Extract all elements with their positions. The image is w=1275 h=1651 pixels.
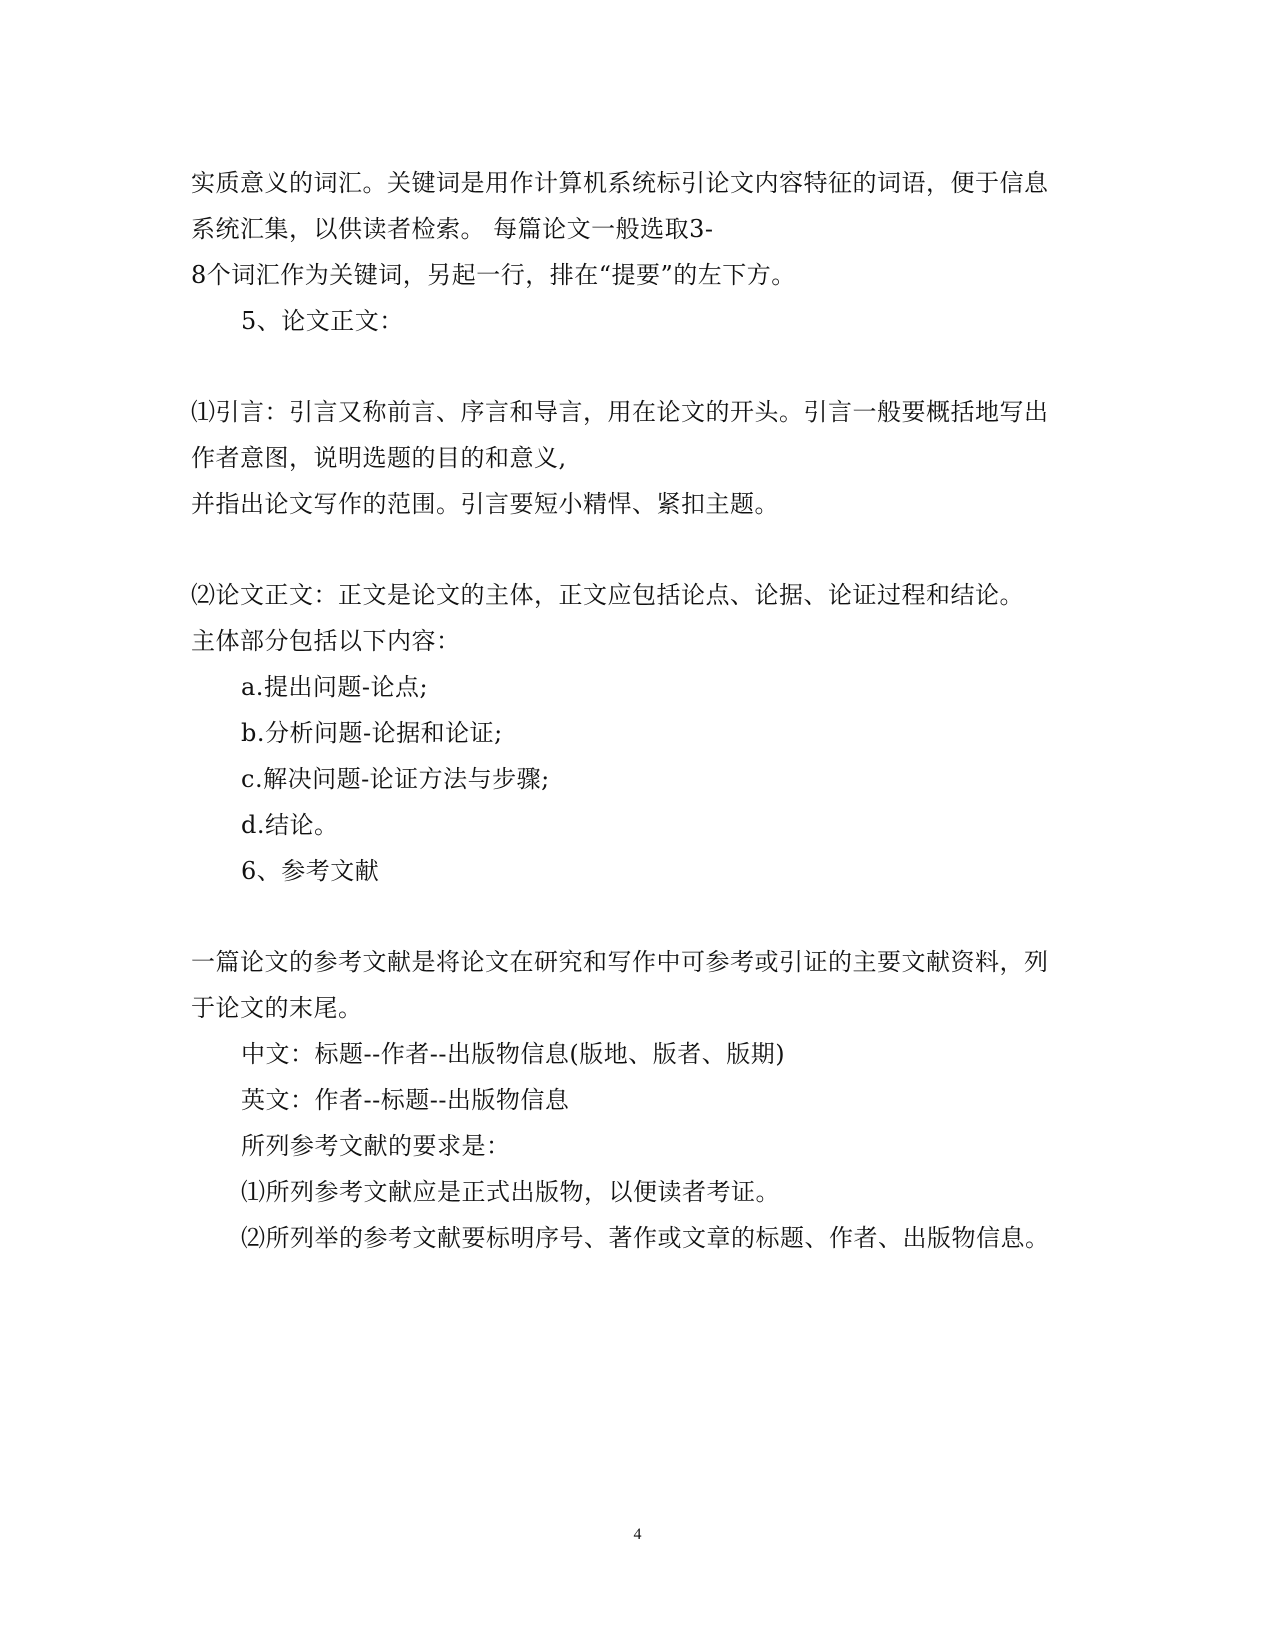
list-item: a.提出问题-论点; [241,673,429,701]
page-number: 4 [633,1526,642,1543]
text-line: 中文：标题--作者--出版物信息(版地、版者、版期) [241,1040,786,1068]
text-line: 系统汇集，以供读者检索。 每篇论文一般选取3- [191,215,714,243]
text-line: 实质意义的词汇。关键词是用作计算机系统标引论文内容特征的词语，便于信息 [191,169,1049,197]
section-heading: 5、论文正文： [241,307,404,335]
list-item: c.解决问题-论证方法与步骤; [241,765,550,793]
text-line: 作者意图，说明选题的目的和意义, [191,444,567,472]
list-item: ⑵所列举的参考文献要标明序号、著作或文章的标题、作者、出版物信息。 [241,1224,1050,1252]
text-line: 所列参考文献的要求是： [241,1132,511,1160]
text-line: 主体部分包括以下内容： [191,627,461,655]
text-line: 于论文的末尾。 [191,994,363,1022]
text-line: 一篇论文的参考文献是将论文在研究和写作中可参考或引证的主要文献资料，列 [191,948,1049,976]
list-item: d.结论。 [241,811,339,839]
text-line: ⑵论文正文：正文是论文的主体，正文应包括论点、论据、论证过程和结论。 [191,581,1024,609]
list-item: ⑴所列参考文献应是正式出版物，以便读者考证。 [241,1178,780,1206]
text-line: ⑴引言：引言又称前言、序言和导言，用在论文的开头。引言一般要概括地写出 [191,398,1049,426]
text-line: 英文：作者--标题--出版物信息 [241,1086,570,1114]
list-item: b.分析问题-论据和论证; [241,719,503,747]
text-line: 8个词汇作为关键词，另起一行，排在“提要”的左下方。 [191,261,796,289]
text-line: 并指出论文写作的范围。引言要短小精悍、紧扣主题。 [191,490,779,518]
section-heading: 6、参考文献 [241,857,380,885]
